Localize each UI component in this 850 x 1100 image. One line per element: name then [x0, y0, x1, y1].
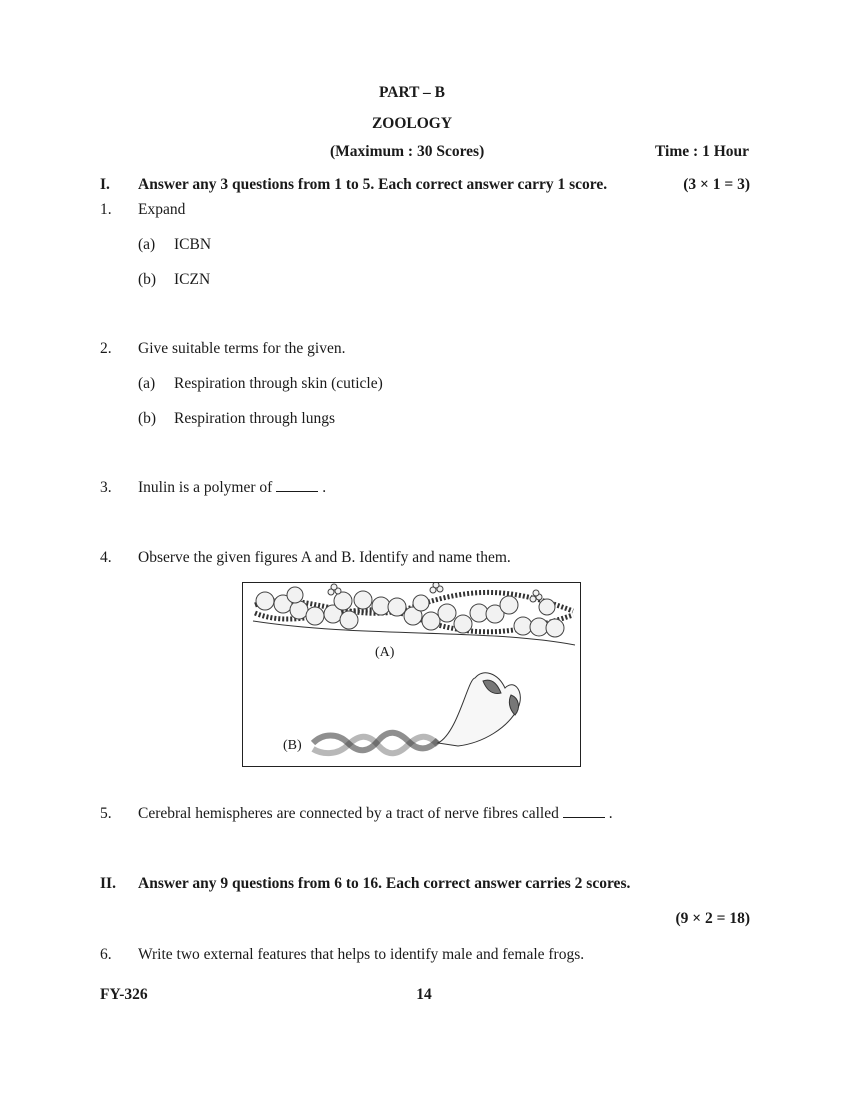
subpart-text: ICBN	[174, 236, 212, 253]
question-number: 2.	[100, 340, 112, 357]
subpart-text: Respiration through lungs	[174, 410, 336, 427]
section-marks: (9 × 2 = 18)	[675, 910, 750, 927]
figure-b-molecule	[313, 673, 520, 753]
question-text-content: Cerebral hemispheres are connected by a tract of nerve fibres called	[138, 805, 559, 822]
section-number: II.	[100, 875, 116, 892]
answer-blank	[563, 805, 605, 818]
section-marks: (3 × 1 = 3)	[683, 176, 750, 193]
question-text	[138, 805, 613, 823]
question-text	[138, 479, 326, 497]
figure-a-label: (A)	[375, 645, 395, 660]
section-number: I.	[100, 176, 110, 193]
figure-a-beads	[256, 583, 564, 637]
figure-box	[242, 582, 581, 767]
question-number: 1.	[100, 201, 112, 218]
section-instruction: Answer any 9 questions from 6 to 16. Each correct answer carries 2 scores.	[138, 875, 631, 892]
question-number: 4.	[100, 549, 112, 566]
question-text: Give suitable terms for the given.	[138, 340, 346, 357]
subpart-text: ICZN	[174, 271, 211, 288]
max-scores: (Maximum : 30 Scores)	[330, 143, 485, 160]
part-title: PART – B	[378, 84, 446, 101]
subpart-label: (a)	[138, 375, 156, 392]
question-text: Write two external features that helps to identify male and female frogs.	[138, 946, 585, 963]
question-text: Expand	[138, 201, 186, 218]
question-number: 6.	[100, 946, 112, 963]
question-text-content: Inulin is a polymer of	[138, 479, 273, 496]
subpart-label: (a)	[138, 236, 156, 253]
figure-b-label: (B)	[283, 738, 302, 753]
subpart-text: Respiration through skin (cuticle)	[174, 375, 383, 392]
section-instruction: Answer any 3 questions from 1 to 5. Each correct answer carry 1 score.	[138, 176, 608, 193]
question-number: 5.	[100, 805, 112, 822]
question-suffix: .	[322, 479, 327, 496]
page-number: 14	[416, 986, 432, 1003]
time-allowed: Time : 1 Hour	[655, 143, 749, 160]
paper-code: FY-326	[100, 986, 148, 1003]
answer-blank	[276, 479, 318, 492]
subpart-label: (b)	[138, 271, 157, 288]
question-suffix: .	[608, 805, 613, 822]
question-number: 3.	[100, 479, 112, 496]
subject-title: ZOOLOGY	[371, 115, 453, 132]
question-text: Observe the given figures A and B. Identify and name them.	[138, 549, 511, 566]
subpart-label: (b)	[138, 410, 157, 427]
